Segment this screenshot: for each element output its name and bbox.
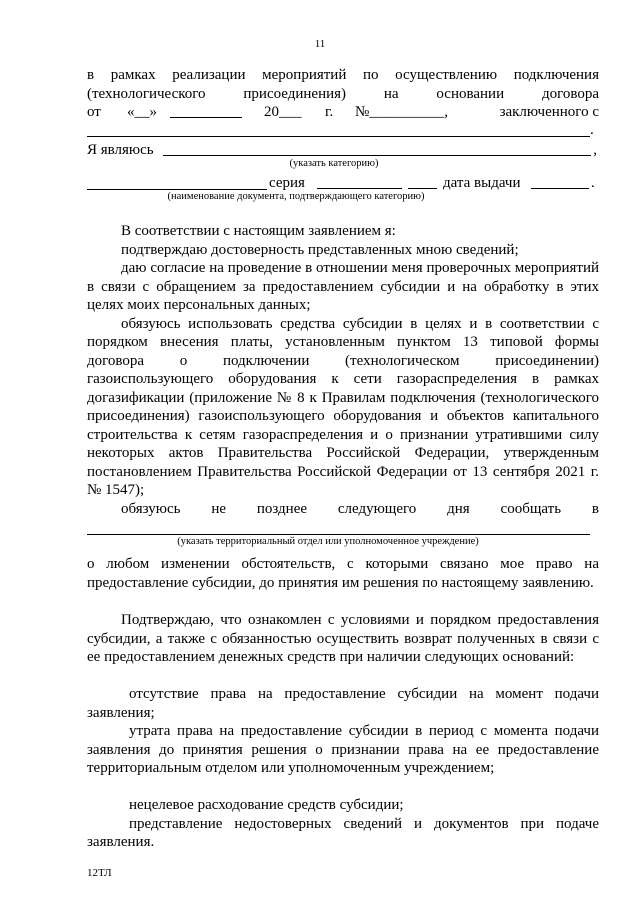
paragraph-consent: даю согласие на проведение в отношении меня проверочных мероприятий в связи с обращением за предоставлением субсидии и на обработку в этих целях моих персональных данных; [87, 260, 599, 313]
document-caption: (наименование документа, подтверждающего категорию) [167, 191, 425, 202]
issue-date-label: дата выдачи [443, 175, 521, 191]
document-name-blank [87, 189, 267, 190]
series-blank [317, 175, 402, 189]
paragraph-misuse: нецелевое расходование средств субсидии; [129, 797, 404, 813]
contract-line-2: (технологического присоединения) на основании договора [87, 85, 599, 102]
paragraph-changes: о любом изменении обстоятельств, с которыми связано мое право на предоставление субсидии, до принятия им решения по настоящему заявлению. [87, 556, 599, 591]
concluded-with-label: заключенного с [499, 104, 599, 120]
paragraph-no-right: отсутствие права на предоставление субсидии на момент подачи заявления; [87, 686, 599, 721]
page-number: 11 [314, 38, 326, 50]
paragraph-intro: В соответствии с настоящим заявлением я: [121, 223, 396, 239]
category-blank [163, 155, 591, 156]
contract-line-1: в рамках реализации мероприятий по осуществлению подключения [87, 67, 599, 83]
department-caption: (указать территориальный отдел или уполномоченное учреждение) [177, 536, 479, 547]
category-end: , [593, 142, 597, 158]
paragraph-confirm: подтверждаю достоверность представленных мною сведений; [121, 241, 519, 258]
from-label: от [87, 104, 101, 120]
paragraph-use-funds: обязуюсь использовать средства субсидии в целях и в соответствии с порядком внесения платы, установленным пунктом 13 типовой формы договора о подключении (технологическом присоединении) газоиспользующего оборудования к сети газораспределения в рамках догазификации (приложение № 8 к Правилам подключения (технологического присоединения) газоиспользующего оборудования и объектов капитального строительства к сетям газораспределения и о признании утратившими силу некоторых актов Правительства Российской Федерации, утвержденным постановлением Правительства Российской Федерации от 13 сентября 2021 г. № 1547); [87, 315, 599, 498]
category-caption: (указать категорию) [289, 158, 379, 169]
year-field: 20___ [264, 104, 302, 120]
contract-number-field: №__________, [355, 104, 449, 120]
number-blank [408, 175, 437, 189]
series-label: серия [269, 175, 305, 191]
paragraph-notify: обязуюсь не позднее следующего дня сообщать в [121, 500, 599, 517]
category-label: Я являюсь [87, 142, 154, 158]
year-suffix: г. [325, 104, 334, 120]
document-row-end: . [591, 175, 595, 191]
footer-code: 12ТЛ [87, 867, 112, 879]
paragraph-acknowledge: Подтверждаю, что ознакомлен с условиями и порядком предоставления субсидии, а также с обязанностью осуществить возврат полученных в связи с ее предоставлением денежных средств при наличии следующих оснований: [87, 612, 599, 665]
paragraph-false-info: представление недостоверных сведений и документов при подаче заявления. [87, 815, 599, 850]
month-blank [170, 104, 242, 118]
issue-date-blank [531, 175, 589, 189]
day-field: «__» [127, 104, 157, 120]
paragraph-loss-of-right: утрата права на предоставление субсидии в период с момента подачи заявления до принятия решения о признании права на ее предоставление территориальным отделом или уполномоченным учреждением; [87, 723, 599, 776]
contractor-blank [87, 136, 590, 137]
department-blank [87, 534, 590, 535]
contract-line-4-end: . [590, 122, 594, 138]
